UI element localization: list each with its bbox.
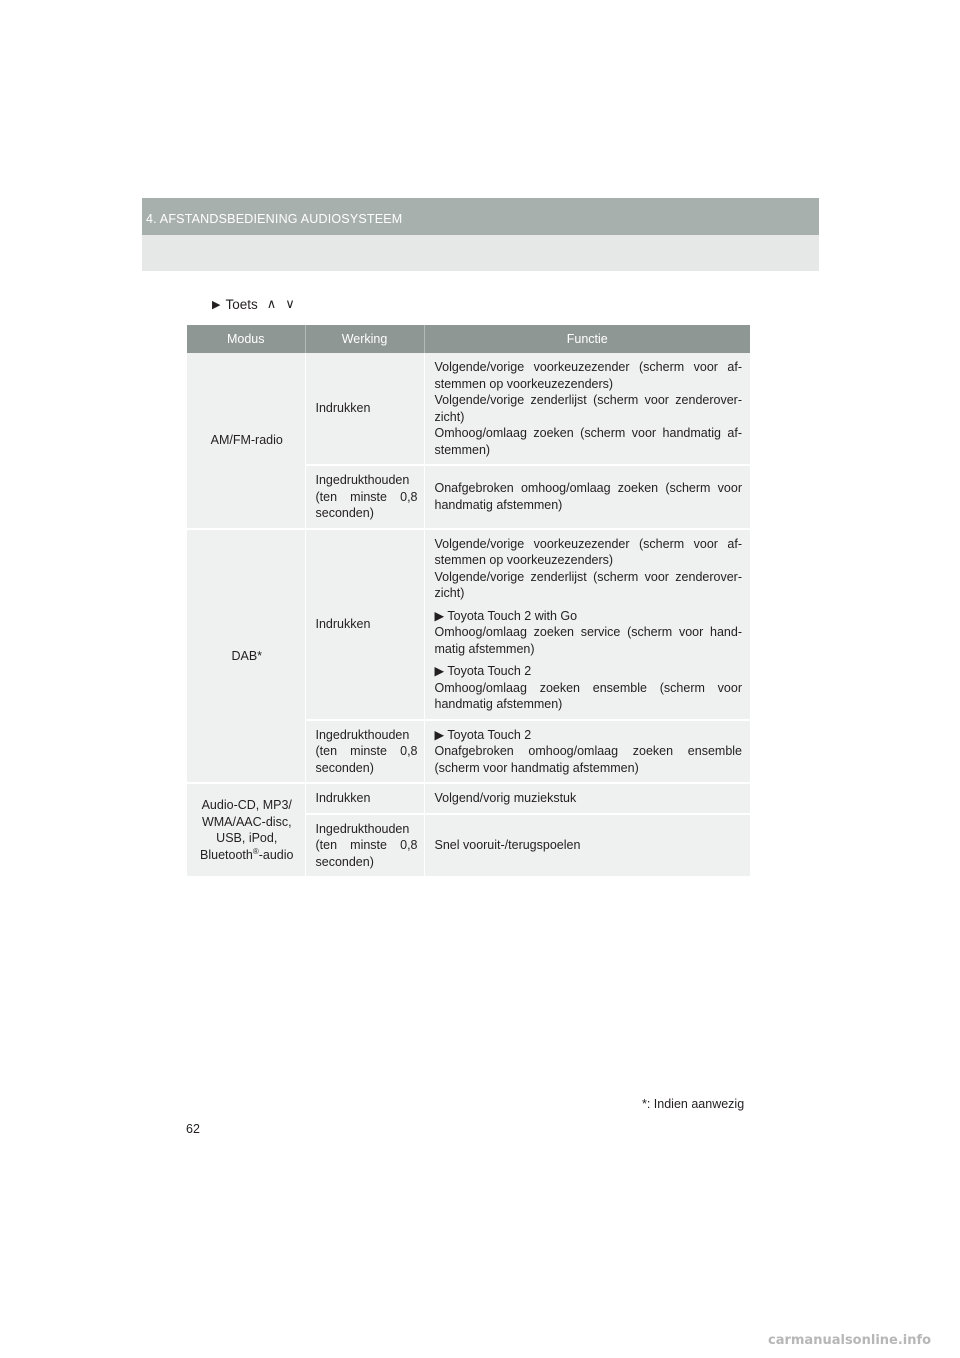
action-cell: Indrukken bbox=[305, 353, 424, 465]
function-table bbox=[187, 325, 750, 878]
toets-label: Toets bbox=[225, 296, 258, 312]
subsection-heading: ▶ Toyota Touch 2 bbox=[434, 727, 532, 742]
function-line: Omhoog/omlaag zoeken service (scherm voor hand-matig afstemmen) bbox=[434, 625, 742, 656]
mode-cell: DAB* bbox=[187, 529, 305, 784]
mode-cell: AM/FM-radio bbox=[187, 353, 305, 529]
function-line: Volgende/vorige zenderlijst (scherm voor zenderover-zicht) bbox=[434, 569, 742, 600]
triangle-right-icon: ▶ bbox=[434, 608, 448, 623]
function-cell bbox=[424, 465, 750, 529]
action-cell: Ingedrukthouden (ten minste 0,8 seconden) bbox=[305, 720, 424, 784]
column-header-modus: Modus bbox=[187, 325, 305, 353]
watermark-logo: carmanualsonline.info bbox=[768, 1333, 932, 1348]
section-title: 4. AFSTANDSBEDIENING AUDIOSYSTEEM bbox=[146, 212, 403, 226]
action-cell: Ingedrukthouden (ten minste 0,8 seconden) bbox=[305, 814, 424, 878]
column-header-functie: Functie bbox=[424, 325, 750, 353]
function-line: Volgend/vorig muziekstuk bbox=[434, 791, 577, 805]
footnote: *: Indien aanwezig bbox=[642, 1097, 745, 1111]
caret-up-icon: ∧ bbox=[266, 296, 277, 311]
table-row bbox=[187, 783, 750, 814]
section-header-bar bbox=[142, 198, 819, 235]
section-header-subbar bbox=[142, 235, 819, 271]
function-line: Volgende/vorige voorkeuzezender (scherm voor af-stemmen op voorkeuzezenders) bbox=[434, 536, 742, 567]
mode-cell: Audio-CD, MP3/ WMA/AAC-disc, USB, iPod, Bluetooth®-audio bbox=[187, 783, 305, 877]
triangle-right-icon: ▶ bbox=[434, 664, 448, 678]
subsection-heading: ▶ Toyota Touch 2 with Go bbox=[434, 608, 578, 623]
action-cell: Indrukken bbox=[305, 529, 424, 720]
function-line: Onafgebroken omhoog/omlaag zoeken (scherm voor handmatig afstemmen) bbox=[434, 481, 742, 512]
page-number: 62 bbox=[186, 1122, 200, 1136]
triangle-right-icon: ▶ bbox=[212, 298, 221, 311]
table-row bbox=[187, 529, 750, 720]
function-cell bbox=[424, 720, 750, 784]
function-line: Omhoog/omlaag zoeken (scherm voor handmatig af-stemmen) bbox=[434, 426, 742, 457]
action-cell: Ingedrukthouden (ten minste 0,8 seconden) bbox=[305, 465, 424, 529]
function-line: Volgende/vorige voorkeuzezender (scherm voor af-stemmen op voorkeuzezenders) bbox=[434, 360, 742, 391]
function-cell bbox=[424, 529, 750, 720]
column-header-werking: Werking bbox=[305, 325, 424, 353]
toets-heading bbox=[212, 296, 295, 312]
function-cell bbox=[424, 783, 750, 814]
function-line: Volgende/vorige zenderlijst (scherm voor zenderover-zicht) bbox=[434, 393, 742, 424]
function-cell bbox=[424, 814, 750, 878]
function-line: Onafgebroken omhoog/omlaag zoeken ensemble (scherm voor handmatig afstemmen) bbox=[434, 744, 742, 775]
table-header-row bbox=[187, 325, 750, 353]
function-line: Snel vooruit-/terugspoelen bbox=[434, 838, 581, 852]
action-cell: Indrukken bbox=[305, 783, 424, 814]
triangle-right-icon: ▶ bbox=[434, 727, 448, 742]
caret-down-icon: ∨ bbox=[285, 296, 295, 311]
function-cell bbox=[424, 353, 750, 465]
subsection-heading: ▶ Toyota Touch 2 bbox=[434, 664, 532, 678]
table-row bbox=[187, 353, 750, 465]
function-line: Omhoog/omlaag zoeken ensemble (scherm voor handmatig afstemmen) bbox=[434, 680, 742, 711]
